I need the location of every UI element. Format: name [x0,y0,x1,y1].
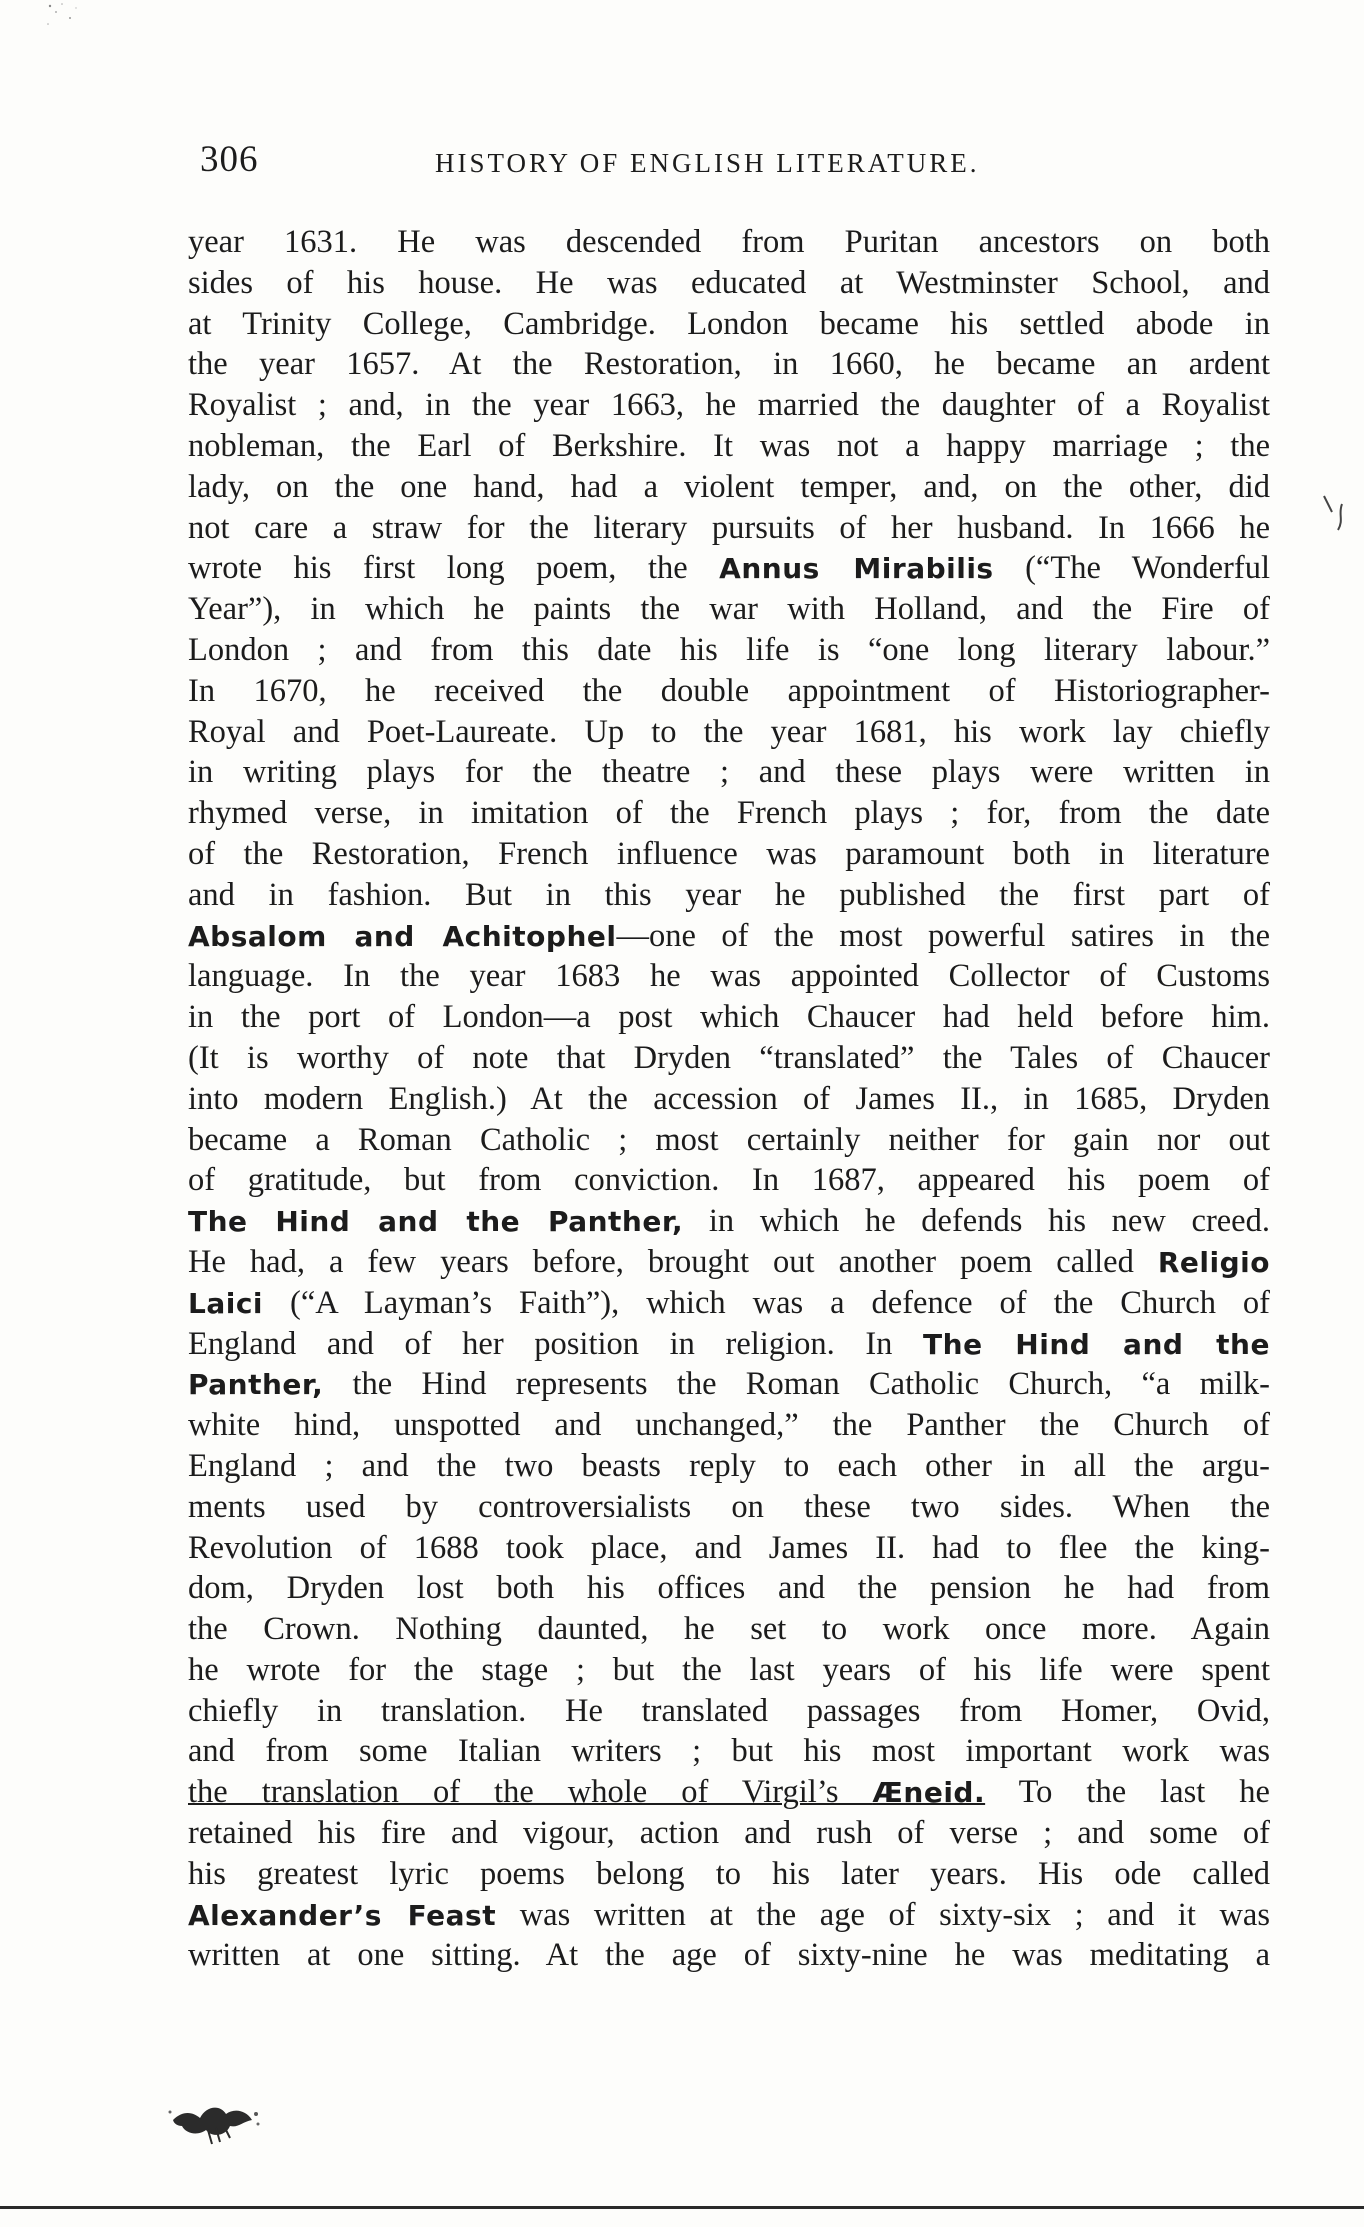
text-line [188,548,1270,589]
text-segment: wrote his first long poem, the [188,550,720,587]
text-segment: In 1670, he received the double appointment of Historiographer- [188,672,1270,709]
text-line [188,1650,1270,1691]
text-segment: sides of his house. He was educated at Westminster School, and [188,264,1270,301]
text-line [188,916,1270,957]
text-segment: the Crown. Nothing daunted, he set to work once more. Again [188,1611,1270,1648]
text-segment: in the port of London—a post which Chaucer had held before him. [188,999,1270,1036]
text-segment: —one of the most powerful satires in the [616,917,1270,954]
text-line [188,385,1270,426]
text-line [188,1731,1270,1772]
running-head: HISTORY OF ENGLISH LITERATURE. [435,148,980,178]
text-line [188,1487,1270,1528]
text-segment: and from some Italian writers ; but his most important work was [188,1733,1270,1770]
text-line [188,712,1270,753]
text-line [188,1079,1270,1120]
text-line [188,997,1270,1038]
text-line [188,752,1270,793]
text-line [188,1242,1270,1283]
bold-title-text: Laici [188,1286,264,1320]
text-line [188,1691,1270,1732]
bold-title-text: The Hind and the Panther, [188,1205,684,1239]
printer-ornament-icon [168,2092,263,2152]
text-segment: England and of her position in religion. In [188,1325,924,1362]
text-line [188,630,1270,671]
text-segment: in writing plays for the theatre ; and these plays were written in [188,754,1270,791]
text-segment: chiefly in translation. He translated passages from Homer, Ovid, [188,1692,1270,1729]
text-line [188,344,1270,385]
text-line [188,1568,1270,1609]
text-line [188,1201,1270,1242]
text-segment: nobleman, the Earl of Berkshire. It was not a happy marriage ; the [188,427,1270,464]
text-line [188,263,1270,304]
text-segment: He had, a few years before, brought out another poem called [188,1243,1158,1280]
text-segment: written at one sitting. At the age of sixty-nine he was meditating a [188,1937,1270,1974]
bold-title-text: Panther, [188,1368,324,1402]
text-segment: retained his fire and vigour, action and rush of verse ; and some of [188,1815,1270,1852]
text-line [188,793,1270,834]
text-line [188,426,1270,467]
text-segment: (“The Wonderful [993,550,1270,587]
bold-title-text: The Hind and the [923,1327,1270,1361]
text-line [188,1038,1270,1079]
text-segment: the translation of the whole of Virgil’s [188,1774,873,1811]
text-segment: To the last he [985,1774,1270,1811]
text-segment: lady, on the one hand, had a violent temper, and, on the other, did [188,468,1270,505]
text-line [188,1895,1270,1936]
margin-pencil-mark [1320,490,1350,550]
bold-title-text: Æneid. [872,1776,986,1810]
text-line [188,222,1270,263]
bold-title-text: Religio [1157,1245,1270,1279]
text-line [188,467,1270,508]
text-line [188,1813,1270,1854]
text-line [188,589,1270,630]
text-segment: his greatest lyric poems belong to his later years. His ode called [188,1855,1270,1892]
text-segment: Revolution of 1688 took place, and James II. had to flee the king- [188,1529,1270,1566]
text-segment: Year”), in which he paints the war with Holland, and the Fire of [188,591,1270,628]
text-line [188,1324,1270,1365]
text-segment: of the Restoration, French influence was paramount both in literature [188,835,1270,872]
body-text [188,222,1270,1976]
text-line [188,1772,1270,1813]
text-line [188,875,1270,916]
text-line [188,1609,1270,1650]
text-segment: at Trinity College, Cambridge. London became his settled abode in [188,305,1270,342]
text-segment: into modern English.) At the accession of James II., in 1685, Dryden [188,1080,1270,1117]
page-header [200,138,1265,188]
text-line [188,508,1270,549]
text-segment: rhymed verse, in imitation of the French plays ; for, from the date [188,795,1270,832]
text-segment: not care a straw for the literary pursuits of her husband. In 1666 he [188,509,1270,546]
page-number: 306 [200,139,259,180]
text-segment: London ; and from this date his life is “one long literary labour.” [188,631,1270,668]
bold-title-text: Alexander’s Feast [188,1898,497,1932]
text-segment: England ; and the two beasts reply to each other in all the argu- [188,1447,1270,1484]
text-line [188,1283,1270,1324]
text-line [188,1446,1270,1487]
text-segment: dom, Dryden lost both his offices and the pension he had from [188,1570,1270,1607]
text-line [188,956,1270,997]
text-segment: ments used by controversialists on these two sides. When the [188,1488,1270,1525]
text-line [188,1364,1270,1405]
text-line [188,1935,1270,1976]
text-segment: Royal and Poet-Laureate. Up to the year 1681, his work lay chiefly [188,713,1270,750]
text-line [188,304,1270,345]
text-segment: the year 1657. At the Restoration, in 1660, he became an ardent [188,346,1270,383]
bottom-rule-divider [0,2206,1364,2209]
text-segment: (“A Layman’s Faith”), which was a defence of the Church of [263,1284,1270,1321]
text-segment: Royalist ; and, in the year 1663, he married the daughter of a Royalist [188,387,1270,424]
text-line [188,1405,1270,1446]
text-segment: became a Roman Catholic ; most certainly neither for gain nor out [188,1121,1270,1158]
corner-speck-mark [40,0,90,40]
bold-title-text: Annus Mirabilis [719,552,994,586]
text-segment: white hind, unspotted and unchanged,” the Panther the Church of [188,1407,1270,1444]
text-segment: was written at the age of sixty-six ; and it was [496,1896,1270,1933]
bold-title-text: Absalom and Achitophel [188,919,617,953]
text-segment: year 1631. He was descended from Puritan ancestors on both [188,224,1270,260]
text-segment: of gratitude, but from conviction. In 1687, appeared his poem of [188,1162,1270,1199]
text-segment: and in fashion. But in this year he published the first part of [188,876,1270,913]
text-line [188,1854,1270,1895]
text-line [188,834,1270,875]
text-segment: in which he defends his new creed. [683,1203,1270,1240]
text-segment: the Hind represents the Roman Catholic Church, “a milk- [323,1366,1270,1403]
text-line [188,1120,1270,1161]
text-line [188,1160,1270,1201]
text-segment: he wrote for the stage ; but the last years of his life were spent [188,1651,1270,1688]
text-line [188,1528,1270,1569]
text-segment: (It is worthy of note that Dryden “translated” the Tales of Chaucer [188,1039,1270,1076]
text-line [188,671,1270,712]
text-segment: language. In the year 1683 he was appointed Collector of Customs [188,958,1270,995]
